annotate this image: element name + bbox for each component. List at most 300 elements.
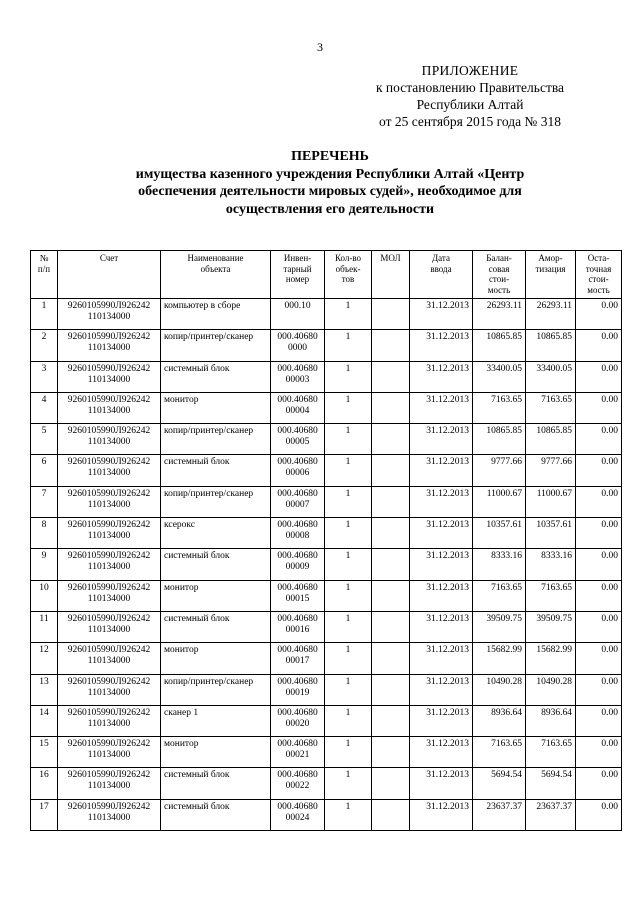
header-text: объек- bbox=[335, 263, 361, 274]
cell-account-text: 110134000 bbox=[87, 531, 131, 542]
cell-number-text: 9 bbox=[41, 551, 47, 562]
cell-amortization-text: 10865.85 bbox=[536, 426, 572, 437]
cell-quantity-text: 1 bbox=[345, 457, 351, 468]
header-date bbox=[410, 251, 473, 299]
table-row bbox=[31, 361, 622, 392]
cell-residual-text: 0.00 bbox=[601, 676, 618, 687]
cell-number-text: 6 bbox=[41, 457, 47, 468]
cell-amortization-text: 33400.05 bbox=[536, 363, 572, 374]
cell-amortization-text: 11000.67 bbox=[536, 488, 572, 499]
cell-name bbox=[161, 768, 271, 799]
cell-account bbox=[58, 361, 161, 392]
cell-account bbox=[58, 424, 161, 455]
cell-inventory-text: 00015 bbox=[285, 593, 310, 604]
cell-date-text: 31.12.2013 bbox=[426, 707, 469, 718]
cell-name bbox=[161, 549, 271, 580]
header-text: № bbox=[39, 253, 49, 263]
header-text: Дата bbox=[432, 253, 450, 263]
header-text: совая bbox=[488, 263, 510, 274]
cell-inventory-text: 000.40680 bbox=[277, 582, 318, 593]
cell-account bbox=[58, 705, 161, 736]
cell-inventory bbox=[271, 674, 325, 705]
cell-quantity-text: 1 bbox=[345, 363, 351, 374]
cell-balance-text: 5694.54 bbox=[491, 770, 522, 781]
appendix-line: к постановлению Правительства bbox=[375, 80, 565, 95]
header-text: тов bbox=[341, 274, 355, 284]
cell-number bbox=[31, 549, 58, 580]
cell-date-text: 31.12.2013 bbox=[426, 520, 469, 531]
cell-residual bbox=[576, 361, 622, 392]
cell-balance bbox=[473, 299, 526, 330]
cell-balance-text: 7163.65 bbox=[491, 739, 522, 750]
cell-quantity bbox=[325, 518, 372, 549]
cell-inventory bbox=[271, 580, 325, 611]
cell-name-text: копир/принтер/сканер bbox=[164, 426, 254, 437]
cell-amortization bbox=[526, 705, 576, 736]
cell-account-text: 9260105990Л926242 bbox=[67, 457, 151, 468]
table-row bbox=[31, 580, 622, 611]
cell-number bbox=[31, 361, 58, 392]
cell-inventory-text: 000.40680 bbox=[277, 394, 318, 405]
cell-residual-text: 0.00 bbox=[601, 645, 618, 656]
cell-residual bbox=[576, 643, 622, 674]
cell-balance-text: 23637.37 bbox=[486, 801, 522, 812]
cell-name-text: монитор bbox=[164, 582, 199, 593]
cell-residual bbox=[576, 737, 622, 768]
cell-inventory-text: 0000 bbox=[288, 343, 307, 354]
cell-residual-text: 0.00 bbox=[601, 488, 618, 499]
cell-quantity-text: 1 bbox=[345, 488, 351, 499]
cell-inventory-text: 000.40680 bbox=[277, 363, 318, 374]
cell-mol bbox=[372, 549, 410, 580]
cell-quantity bbox=[325, 486, 372, 517]
cell-quantity bbox=[325, 392, 372, 423]
cell-residual bbox=[576, 299, 622, 330]
cell-account-text: 110134000 bbox=[87, 468, 131, 479]
cell-number bbox=[31, 705, 58, 736]
cell-name-text: системный блок bbox=[164, 770, 230, 781]
table-row bbox=[31, 486, 622, 517]
cell-quantity bbox=[325, 799, 372, 830]
cell-inventory bbox=[271, 455, 325, 486]
cell-balance-text: 8333.16 bbox=[491, 551, 522, 562]
cell-date bbox=[410, 330, 473, 361]
cell-inventory-text: 000.40680 bbox=[277, 801, 318, 812]
table-row bbox=[31, 768, 622, 799]
header-quantity bbox=[325, 251, 372, 299]
cell-date bbox=[410, 705, 473, 736]
cell-name-text: системный блок bbox=[164, 551, 230, 562]
cell-mol bbox=[372, 611, 410, 642]
cell-residual-text: 0.00 bbox=[601, 801, 618, 812]
cell-account-text: 110134000 bbox=[87, 437, 131, 448]
header-text: объекта bbox=[200, 263, 231, 274]
cell-name bbox=[161, 643, 271, 674]
cell-residual-text: 0.00 bbox=[601, 551, 618, 562]
appendix-line: Республики Алтай bbox=[416, 97, 524, 112]
cell-inventory-text: 00019 bbox=[285, 687, 310, 698]
cell-balance bbox=[473, 643, 526, 674]
cell-residual-text: 0.00 bbox=[601, 457, 618, 468]
cell-number bbox=[31, 486, 58, 517]
table-row bbox=[31, 799, 622, 830]
cell-date bbox=[410, 486, 473, 517]
cell-inventory-text: 000.40680 bbox=[277, 551, 318, 562]
cell-inventory-text: 000.40680 bbox=[277, 645, 318, 656]
table-body bbox=[31, 299, 622, 831]
cell-residual-text: 0.00 bbox=[601, 394, 618, 405]
cell-date bbox=[410, 518, 473, 549]
cell-inventory bbox=[271, 392, 325, 423]
cell-name bbox=[161, 580, 271, 611]
cell-inventory-text: 000.40680 bbox=[277, 613, 318, 624]
cell-residual-text: 0.00 bbox=[601, 363, 618, 374]
cell-amortization bbox=[526, 486, 576, 517]
cell-name-text: компьютер в сборе bbox=[164, 301, 241, 311]
cell-inventory-text: 00021 bbox=[285, 750, 310, 761]
cell-account bbox=[58, 518, 161, 549]
cell-name bbox=[161, 799, 271, 830]
cell-mol bbox=[372, 737, 410, 768]
cell-number-text: 13 bbox=[39, 676, 49, 687]
cell-inventory bbox=[271, 518, 325, 549]
cell-quantity bbox=[325, 361, 372, 392]
cell-amortization bbox=[526, 361, 576, 392]
cell-inventory-text: 000.40680 bbox=[277, 676, 318, 687]
cell-name-text: копир/принтер/сканер bbox=[164, 676, 254, 687]
cell-balance-text: 15682.99 bbox=[486, 645, 522, 656]
cell-amortization-text: 5694.54 bbox=[541, 770, 572, 781]
cell-mol bbox=[372, 330, 410, 361]
cell-date bbox=[410, 549, 473, 580]
cell-quantity bbox=[325, 330, 372, 361]
cell-account-text: 9260105990Л926242 bbox=[67, 332, 151, 343]
cell-name bbox=[161, 737, 271, 768]
cell-inventory bbox=[271, 799, 325, 830]
cell-number bbox=[31, 455, 58, 486]
cell-amortization bbox=[526, 580, 576, 611]
cell-account-text: 110134000 bbox=[87, 343, 131, 354]
cell-residual bbox=[576, 549, 622, 580]
cell-name-text: монитор bbox=[164, 394, 199, 405]
cell-mol bbox=[372, 392, 410, 423]
cell-amortization-text: 8333.16 bbox=[541, 551, 572, 562]
title-line: обеспечения деятельности мировых судей», необходимое для bbox=[138, 184, 522, 199]
cell-inventory bbox=[271, 361, 325, 392]
cell-balance bbox=[473, 768, 526, 799]
cell-account-text: 9260105990Л926242 bbox=[67, 551, 151, 562]
cell-name-text: системный блок bbox=[164, 801, 230, 812]
table-row bbox=[31, 643, 622, 674]
cell-inventory-text: 000.40680 bbox=[277, 770, 318, 781]
cell-mol bbox=[372, 361, 410, 392]
cell-name bbox=[161, 361, 271, 392]
cell-residual-text: 0.00 bbox=[601, 770, 618, 781]
cell-balance bbox=[473, 424, 526, 455]
cell-amortization-text: 7163.65 bbox=[541, 394, 572, 405]
cell-inventory-text: 00005 bbox=[285, 437, 310, 448]
cell-inventory bbox=[271, 611, 325, 642]
table-row bbox=[31, 518, 622, 549]
cell-account bbox=[58, 799, 161, 830]
header-amortization bbox=[526, 251, 576, 299]
cell-amortization-text: 8936.64 bbox=[541, 707, 572, 718]
cell-number bbox=[31, 737, 58, 768]
cell-inventory-text: 000.40680 bbox=[277, 457, 318, 468]
header-text: мость bbox=[587, 284, 610, 295]
cell-name-text: сканер 1 bbox=[164, 707, 199, 718]
cell-quantity bbox=[325, 705, 372, 736]
header-text: Балан- bbox=[486, 253, 512, 263]
table-row bbox=[31, 455, 622, 486]
cell-mol bbox=[372, 299, 410, 330]
cell-date bbox=[410, 361, 473, 392]
header-number bbox=[31, 251, 58, 299]
cell-residual bbox=[576, 455, 622, 486]
cell-number-text: 7 bbox=[41, 488, 47, 499]
cell-balance-text: 8936.64 bbox=[491, 707, 522, 718]
cell-amortization-text: 23637.37 bbox=[536, 801, 572, 812]
cell-amortization bbox=[526, 737, 576, 768]
cell-number bbox=[31, 580, 58, 611]
cell-date-text: 31.12.2013 bbox=[426, 426, 469, 437]
table-row bbox=[31, 299, 622, 330]
cell-name bbox=[161, 330, 271, 361]
table-row bbox=[31, 392, 622, 423]
cell-number bbox=[31, 392, 58, 423]
table-row bbox=[31, 330, 622, 361]
cell-inventory bbox=[271, 705, 325, 736]
cell-date bbox=[410, 737, 473, 768]
appendix-block bbox=[360, 62, 580, 130]
cell-quantity bbox=[325, 580, 372, 611]
cell-mol bbox=[372, 674, 410, 705]
cell-residual bbox=[576, 424, 622, 455]
cell-account-text: 110134000 bbox=[87, 593, 131, 604]
cell-amortization-text: 15682.99 bbox=[536, 645, 572, 656]
cell-amortization bbox=[526, 643, 576, 674]
property-table bbox=[30, 250, 622, 831]
cell-inventory-text: 00004 bbox=[285, 405, 310, 416]
cell-date bbox=[410, 768, 473, 799]
header-text: ввода bbox=[430, 263, 452, 274]
cell-quantity-text: 1 bbox=[345, 739, 351, 750]
cell-mol bbox=[372, 486, 410, 517]
cell-residual bbox=[576, 799, 622, 830]
cell-name bbox=[161, 424, 271, 455]
header-text: п/п bbox=[37, 263, 51, 274]
cell-date bbox=[410, 424, 473, 455]
cell-date bbox=[410, 799, 473, 830]
cell-inventory bbox=[271, 643, 325, 674]
cell-mol bbox=[372, 768, 410, 799]
cell-account-text: 110134000 bbox=[87, 624, 131, 635]
table-header-row bbox=[31, 251, 622, 299]
cell-date bbox=[410, 580, 473, 611]
cell-number-text: 5 bbox=[41, 426, 47, 437]
cell-inventory-text: 000.40680 bbox=[277, 488, 318, 499]
cell-inventory bbox=[271, 768, 325, 799]
header-text: мость bbox=[487, 284, 511, 295]
cell-account-text: 110134000 bbox=[87, 562, 131, 573]
cell-name-text: системный блок bbox=[164, 363, 230, 374]
cell-number bbox=[31, 611, 58, 642]
cell-quantity bbox=[325, 643, 372, 674]
header-text: номер bbox=[285, 274, 310, 284]
cell-balance-text: 33400.05 bbox=[486, 363, 522, 374]
cell-residual bbox=[576, 674, 622, 705]
cell-amortization-text: 9777.66 bbox=[541, 457, 572, 468]
appendix-date-line: от 25 сентября 2015 года № 318 bbox=[379, 114, 561, 129]
cell-balance-text: 10357.61 bbox=[486, 520, 522, 531]
cell-date bbox=[410, 455, 473, 486]
cell-number bbox=[31, 330, 58, 361]
cell-number bbox=[31, 799, 58, 830]
cell-number-text: 8 bbox=[41, 520, 47, 531]
cell-account-text: 9260105990Л926242 bbox=[67, 613, 151, 624]
cell-quantity bbox=[325, 299, 372, 330]
cell-amortization-text: 10357.61 bbox=[536, 520, 572, 531]
cell-date-text: 31.12.2013 bbox=[426, 488, 469, 499]
cell-residual bbox=[576, 611, 622, 642]
cell-date bbox=[410, 643, 473, 674]
cell-quantity-text: 1 bbox=[345, 676, 351, 687]
cell-date bbox=[410, 611, 473, 642]
cell-residual-text: 0.00 bbox=[601, 520, 618, 531]
cell-balance-text: 9777.66 bbox=[491, 457, 522, 468]
cell-inventory bbox=[271, 486, 325, 517]
cell-balance bbox=[473, 580, 526, 611]
cell-amortization-text: 10865.85 bbox=[536, 332, 572, 343]
cell-date bbox=[410, 392, 473, 423]
cell-account-text: 9260105990Л926242 bbox=[67, 770, 151, 781]
header-text: стои- bbox=[488, 274, 510, 284]
cell-balance bbox=[473, 455, 526, 486]
cell-account bbox=[58, 330, 161, 361]
cell-quantity-text: 1 bbox=[345, 613, 351, 624]
cell-residual bbox=[576, 705, 622, 736]
cell-account-text: 110134000 bbox=[87, 687, 131, 698]
cell-account-text: 110134000 bbox=[87, 405, 131, 416]
cell-quantity-text: 1 bbox=[345, 707, 351, 718]
cell-name-text: монитор bbox=[164, 645, 199, 656]
cell-account-text: 9260105990Л926242 bbox=[67, 520, 151, 531]
cell-date-text: 31.12.2013 bbox=[426, 770, 469, 781]
cell-name bbox=[161, 611, 271, 642]
cell-account-text: 110134000 bbox=[87, 718, 131, 729]
cell-residual bbox=[576, 580, 622, 611]
cell-name bbox=[161, 299, 271, 330]
cell-account bbox=[58, 549, 161, 580]
cell-residual-text: 0.00 bbox=[601, 426, 618, 437]
cell-number-text: 2 bbox=[41, 332, 47, 343]
cell-inventory-text: 00007 bbox=[285, 499, 310, 510]
cell-number-text: 12 bbox=[39, 645, 49, 656]
cell-residual-text: 0.00 bbox=[601, 739, 618, 750]
header-text: тарный bbox=[283, 263, 312, 274]
cell-account-text: 110134000 bbox=[87, 656, 131, 667]
cell-amortization bbox=[526, 549, 576, 580]
cell-balance bbox=[473, 330, 526, 361]
cell-quantity bbox=[325, 611, 372, 642]
cell-account-text: 110134000 bbox=[87, 499, 131, 510]
cell-account bbox=[58, 455, 161, 486]
cell-balance-text: 39509.75 bbox=[486, 613, 522, 624]
cell-number-text: 11 bbox=[39, 613, 49, 624]
cell-name-text: системный блок bbox=[164, 457, 230, 468]
cell-name bbox=[161, 455, 271, 486]
cell-name-text: монитор bbox=[164, 739, 199, 750]
cell-name-text: системный блок bbox=[164, 613, 230, 624]
header-text: Оста- bbox=[587, 253, 610, 263]
cell-account-text: 9260105990Л926242 bbox=[67, 739, 151, 750]
cell-amortization bbox=[526, 611, 576, 642]
cell-account-text: 9260105990Л926242 bbox=[67, 426, 151, 437]
cell-balance-text: 10865.85 bbox=[486, 332, 522, 343]
header-text: точная bbox=[585, 263, 612, 274]
cell-balance bbox=[473, 549, 526, 580]
cell-inventory-text: 000.40680 bbox=[277, 739, 318, 750]
cell-amortization-text: 10490.28 bbox=[536, 676, 572, 687]
header-text: МОЛ bbox=[380, 253, 401, 263]
cell-inventory-text: 00024 bbox=[285, 812, 310, 823]
table-row bbox=[31, 705, 622, 736]
cell-date bbox=[410, 674, 473, 705]
header-mol bbox=[372, 251, 410, 299]
cell-date-text: 31.12.2013 bbox=[426, 394, 469, 405]
header-text: Амор- bbox=[538, 253, 563, 263]
cell-quantity bbox=[325, 424, 372, 455]
cell-account bbox=[58, 299, 161, 330]
cell-account-text: 9260105990Л926242 bbox=[67, 301, 151, 311]
cell-amortization bbox=[526, 799, 576, 830]
cell-residual bbox=[576, 768, 622, 799]
cell-number-text: 10 bbox=[39, 582, 49, 593]
header-account bbox=[58, 251, 161, 299]
cell-date-text: 31.12.2013 bbox=[426, 301, 469, 311]
cell-name-text: копир/принтер/сканер bbox=[164, 332, 254, 343]
cell-number bbox=[31, 768, 58, 799]
cell-account bbox=[58, 392, 161, 423]
title-line: имущества казенного учреждения Республики Алтай «Центр bbox=[135, 166, 525, 182]
cell-residual bbox=[576, 486, 622, 517]
cell-account bbox=[58, 580, 161, 611]
cell-mol bbox=[372, 705, 410, 736]
cell-mol bbox=[372, 518, 410, 549]
cell-amortization bbox=[526, 518, 576, 549]
cell-quantity bbox=[325, 455, 372, 486]
cell-date-text: 31.12.2013 bbox=[426, 739, 469, 750]
cell-residual bbox=[576, 392, 622, 423]
cell-amortization-text: 26293.11 bbox=[536, 301, 572, 311]
header-text: Счет bbox=[99, 253, 119, 263]
cell-quantity bbox=[325, 674, 372, 705]
cell-date-text: 31.12.2013 bbox=[426, 676, 469, 687]
cell-residual bbox=[576, 518, 622, 549]
cell-date-text: 31.12.2013 bbox=[426, 332, 469, 343]
cell-account-text: 9260105990Л926242 bbox=[67, 363, 151, 374]
title-line: осуществления его деятельности bbox=[225, 201, 435, 217]
cell-quantity-text: 1 bbox=[345, 582, 351, 593]
cell-account bbox=[58, 674, 161, 705]
cell-quantity-text: 1 bbox=[345, 801, 351, 812]
cell-number-text: 17 bbox=[39, 801, 49, 812]
cell-number bbox=[31, 299, 58, 330]
cell-amortization bbox=[526, 455, 576, 486]
cell-date bbox=[410, 299, 473, 330]
cell-residual-text: 0.00 bbox=[601, 707, 618, 718]
cell-quantity-text: 1 bbox=[345, 520, 351, 531]
